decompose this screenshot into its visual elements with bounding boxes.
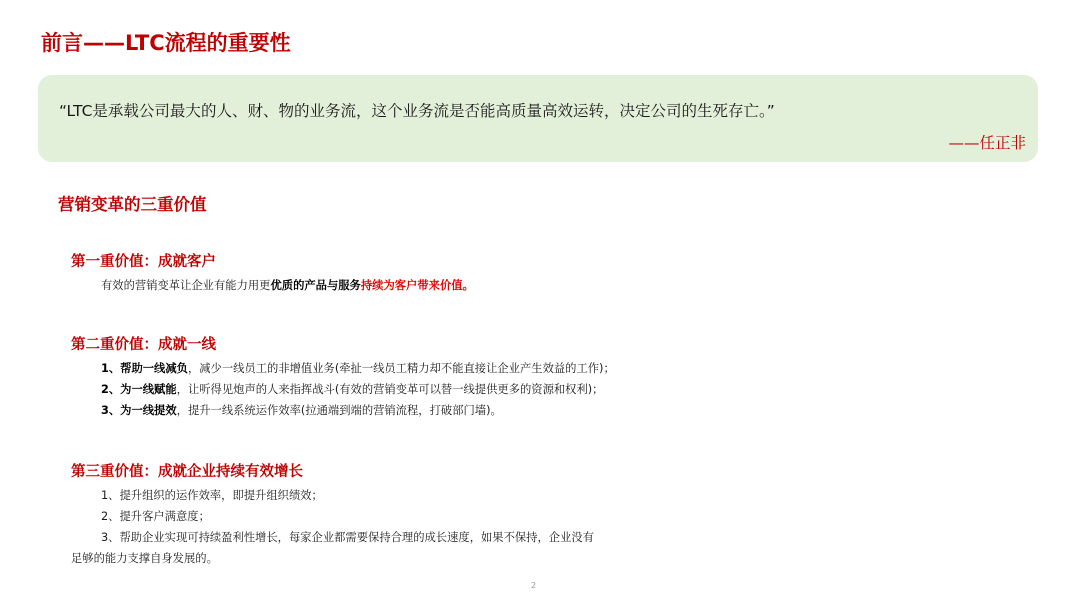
value3-item-3-continuation: 足够的能力支撑自身发展的。 (71, 552, 218, 565)
value2-item-1 (101, 360, 615, 376)
value3-item-1: 1、提升组织的运作效率，即提升组织绩效； (101, 489, 323, 502)
value2-item-3-text: ，提升一线系统运作效率(拉通端到端的营销流程，打破部门墙)。 (176, 404, 502, 417)
value1-text (101, 277, 474, 293)
quote-author: ——任正非 (948, 134, 1026, 152)
value2-item-3 (101, 402, 502, 418)
value2-item-3-bold: 3、为一线提效 (101, 404, 177, 417)
value1-prefix: 有效的营销变革让企业有能力用更 (101, 279, 271, 292)
value1-bold: 优质的产品与服务 (270, 279, 361, 292)
quote-box (38, 75, 1038, 162)
value2-item-1-text: ，减少一线员工的非增值业务(牵扯一线员工精力却不能直接让企业产生效益的工作)； (187, 362, 615, 375)
value2-item-2-bold: 2、为一线赋能 (101, 383, 177, 396)
value3-heading: 第三重价值：成就企业持续有效增长 (71, 464, 303, 480)
quote-text: “LTC是承载公司最大的人、财、物的业务流，这个业务流是否能高质量高效运转，决定公司的生死存亡。” (59, 102, 775, 120)
value2-heading: 第二重价值：成就一线 (71, 337, 216, 353)
value1-heading: 第一重价值：成就客户 (71, 254, 216, 270)
value2-item-2-text: ，让听得见炮声的人来指挥战斗(有效的营销变革可以替一线提供更多的资源和权利)； (176, 383, 604, 396)
page-number: 2 (530, 581, 537, 590)
value3-item-2: 2、提升客户满意度； (101, 510, 210, 523)
section-title: 营销变革的三重价值 (58, 195, 207, 214)
value1-highlight: 持续为客户带来价值。 (360, 279, 474, 292)
value2-item-1-bold: 1、帮助一线减负 (101, 362, 188, 375)
page-title: 前言——LTC流程的重要性 (41, 31, 291, 55)
value3-item-3: 3、帮助企业实现可持续盈利性增长，每家企业都需要保持合理的成长速度，如果不保持，企业没有 (101, 531, 594, 544)
value2-item-2 (101, 381, 603, 397)
